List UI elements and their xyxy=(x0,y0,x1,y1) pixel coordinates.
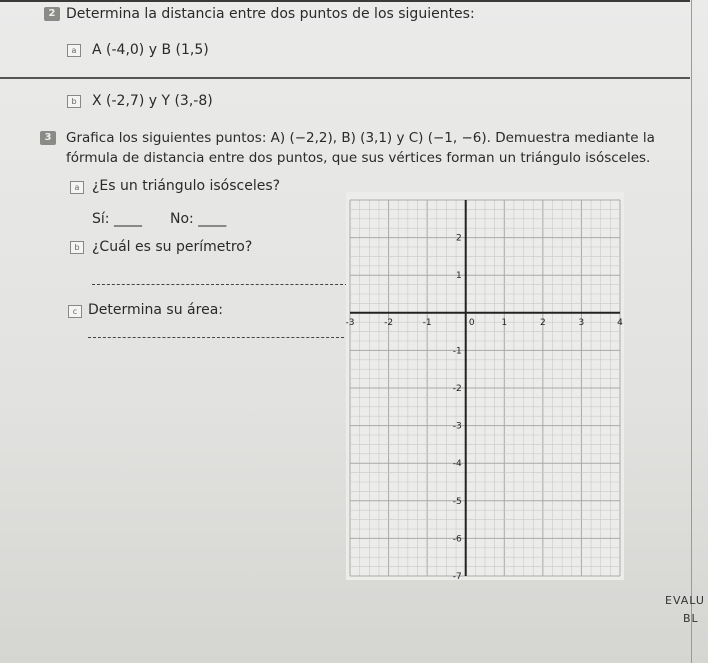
point-pair-b: X (-2,7) y Y (3,-8) xyxy=(92,93,213,109)
question-3-line-1: Grafica los siguientes puntos: A) (−2,2), B) (3,1) y C) (−1, −6). Demuestra mediante la xyxy=(66,130,655,146)
top-divider xyxy=(0,0,690,2)
item-letter-badge: a xyxy=(67,44,81,57)
part-letter-badge: c xyxy=(68,305,82,318)
x-tick-label: -2 xyxy=(384,317,394,328)
perimeter-answer-line[interactable] xyxy=(92,284,348,285)
question-3-line-2: fórmula de distancia entre dos puntos, que sus vértices forman un triángulo isósceles. xyxy=(66,150,651,166)
part-letter-badge: a xyxy=(70,181,84,194)
block-label: BL xyxy=(683,612,699,625)
point-pair-a: A (-4,0) y B (1,5) xyxy=(92,42,209,58)
y-tick-label: 1 xyxy=(455,271,462,282)
yes-answer-blank[interactable]: Sí: ____ xyxy=(92,211,142,227)
y-tick-label: 2 xyxy=(455,233,462,244)
question-2-prompt: Determina la distancia entre dos puntos de los siguientes: xyxy=(66,6,475,22)
y-tick-label: -6 xyxy=(452,534,462,545)
area-answer-line[interactable] xyxy=(88,337,344,338)
question-number-badge: 3 xyxy=(40,131,56,145)
y-tick-label: -4 xyxy=(452,459,462,470)
coordinate-grid[interactable] xyxy=(346,192,624,580)
question-number-badge: 2 xyxy=(44,7,60,21)
x-tick-label: -3 xyxy=(346,317,355,328)
y-tick-label: -2 xyxy=(452,384,462,394)
part-b-question: ¿Cuál es su perímetro? xyxy=(92,239,253,255)
right-margin-line xyxy=(691,0,692,663)
no-answer-blank[interactable]: No: ____ xyxy=(170,211,227,227)
y-tick-label: -3 xyxy=(452,421,462,432)
part-letter-badge: b xyxy=(70,241,84,254)
section-divider-1 xyxy=(0,77,690,79)
x-tick-label: 3 xyxy=(578,317,585,328)
evaluation-heading: EVALU xyxy=(665,594,705,607)
x-tick-label: -1 xyxy=(422,317,432,328)
x-tick-label: 0 xyxy=(468,317,475,328)
grid-lines xyxy=(350,200,620,576)
y-tick-label: -1 xyxy=(452,346,462,357)
x-tick-label: 2 xyxy=(539,317,546,328)
x-tick-label: 4 xyxy=(617,317,623,328)
item-letter-badge: b xyxy=(67,95,81,108)
y-tick-label: -5 xyxy=(452,496,462,507)
part-c-question: Determina su área: xyxy=(88,302,223,318)
x-tick-label: 1 xyxy=(501,317,508,328)
part-a-question: ¿Es un triángulo isósceles? xyxy=(92,178,281,194)
y-tick-label: -7 xyxy=(452,572,462,580)
